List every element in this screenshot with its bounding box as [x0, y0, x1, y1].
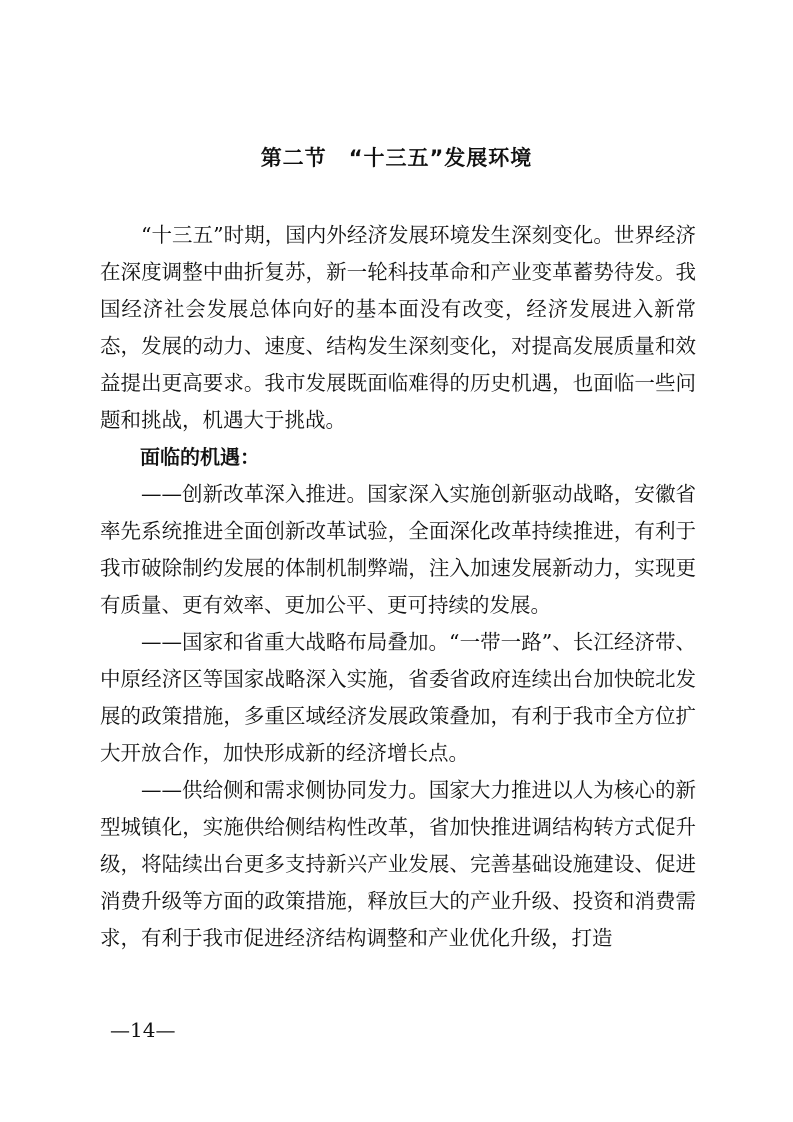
opportunity-item-supply-demand: ——供给侧和需求侧协同发力。国家大力推进以人为核心的新型城镇化，实施供给侧结构性改革，省加快推进调结构转方式促升级，将陆续出台更多支持新兴产业发展、完善基础设施建设、促进消费升级等方面的政策措施，释放巨大的产业升级、投资和消费需求，有利于我市促进经济结构调整和产业优化升级，打造 [100, 778, 696, 950]
section-number: 第二节 [260, 146, 327, 170]
page-number: —14— [110, 1018, 176, 1042]
opportunities-heading: 面临的机遇： [140, 445, 260, 469]
body-text [100, 217, 696, 957]
opportunity-item-innovation: ——创新改革深入推进。国家深入实施创新驱动战略，安徽省率先系统推进全面创新改革试验，全面深化改革持续推进，有利于我市破除制约发展的体制机制弊端，注入加速发展新动力，实现更有质量、更有效率、更加公平、更可持续的发展。 [100, 482, 696, 617]
opportunity-item-strategy: ——国家和省重大战略布局叠加。“一带一路”、长江经济带、中原经济区等国家战略深入实施，省委省政府连续出台加快皖北发展的政策措施，多重区域经济发展政策叠加，有利于我市全方位扩大开放合作，加快形成新的经济增长点。 [100, 630, 696, 765]
intro-paragraph: “十三五”时期，国内外经济发展环境发生深刻变化。世界经济在深度调整中曲折复苏，新一轮科技革命和产业变革蓄势待发。我国经济社会发展总体向好的基本面没有改变，经济发展进入新常态，发展的动力、速度、结构发生深刻变化，对提高发展质量和效益提出更高要求。我市发展既面临难得的历史机遇，也面临一些问题和挑战，机遇大于挑战。 [100, 223, 696, 432]
section-title [0, 142, 793, 172]
section-heading: “十三五”发展环境 [348, 146, 533, 170]
